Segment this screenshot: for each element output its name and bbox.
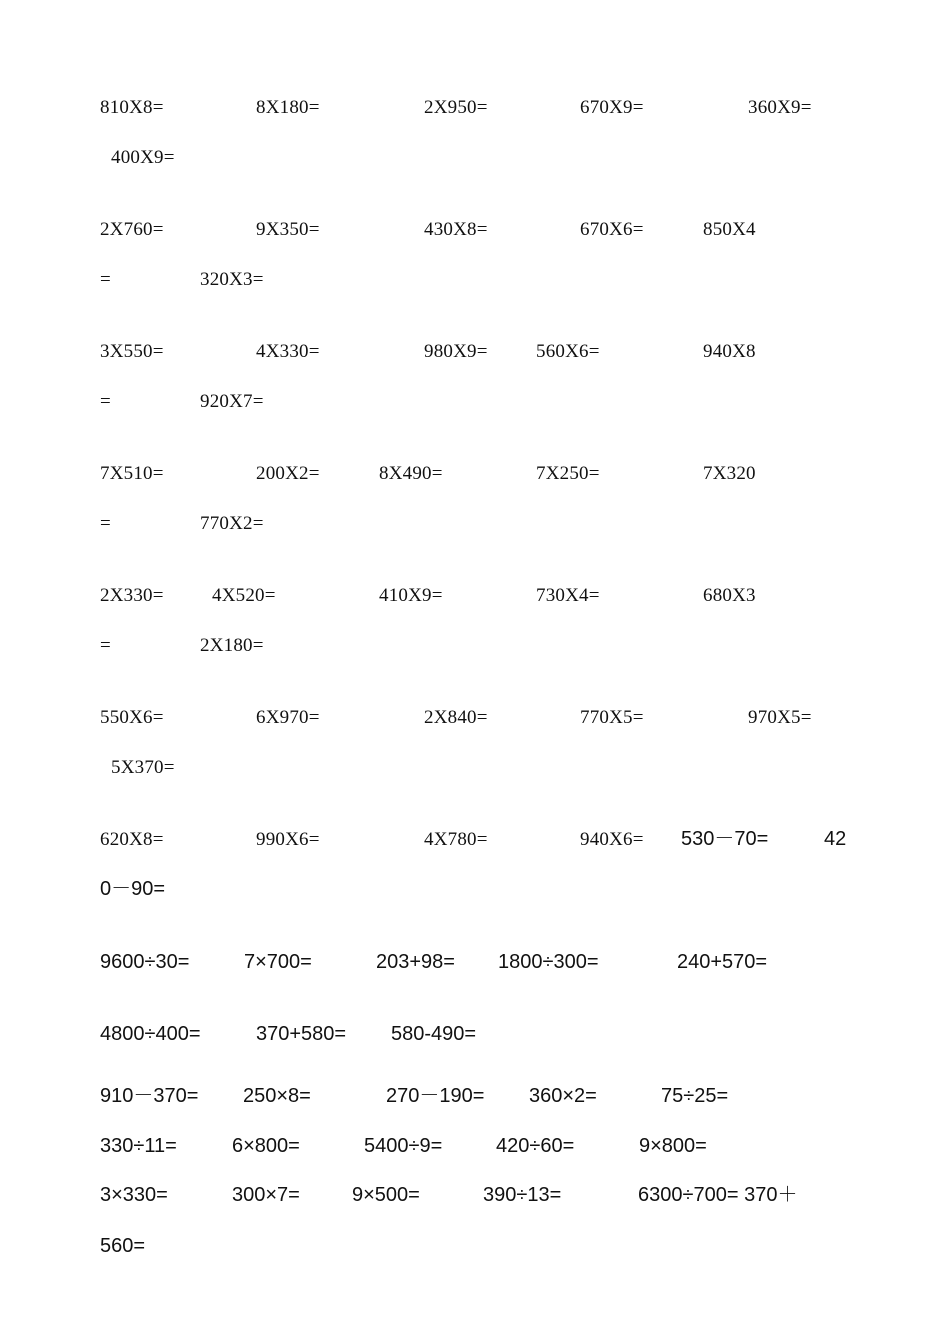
problem: 6×800= [232, 1135, 300, 1157]
problem: 200X2= [256, 463, 320, 484]
problem: 7X250= [536, 463, 600, 484]
problem: 620X8= [100, 829, 164, 850]
problem: 980X9= [424, 341, 488, 362]
problem: 670X6= [580, 219, 644, 240]
problem: 730X4= [536, 585, 600, 606]
problem: 4X520= [212, 585, 276, 606]
problem: 2X180= [200, 635, 264, 656]
problem: 2X330= [100, 585, 164, 606]
problem: 2X950= [424, 97, 488, 118]
problem: = [100, 269, 111, 290]
problem: 420÷60= [496, 1135, 575, 1157]
problem: = [100, 635, 111, 656]
problem: 360X9= [748, 97, 812, 118]
problem: 320X3= [200, 269, 264, 290]
problem: 580-490= [391, 1023, 477, 1045]
problem: 4X780= [424, 829, 488, 850]
problem: 9600÷30= [100, 951, 190, 973]
problem: 390÷13= [483, 1184, 562, 1206]
problem: = [100, 513, 111, 534]
problem: 670X9= [580, 97, 644, 118]
problem: 770X5= [580, 707, 644, 728]
problem: 3×330= [100, 1184, 168, 1206]
problem: 810X8= [100, 97, 164, 118]
problem: 250×8= [243, 1085, 311, 1107]
problem: 410X9= [379, 585, 443, 606]
problem: 7X510= [100, 463, 164, 484]
problem: 6X970= [256, 707, 320, 728]
problem: 530－70= [681, 828, 769, 850]
problem: 0－90= [100, 878, 166, 900]
problem: 430X8= [424, 219, 488, 240]
problem: 1800÷300= [498, 951, 599, 973]
problem: 7X320 [703, 463, 756, 484]
problem: 270－190= [386, 1085, 485, 1107]
problem: 940X8 [703, 341, 756, 362]
problem: 240+570= [677, 951, 768, 973]
problem: 4800÷400= [100, 1023, 201, 1045]
problem: 560= [100, 1235, 146, 1257]
problem: 360×2= [529, 1085, 597, 1107]
problem: 9×500= [352, 1184, 420, 1206]
problem: 560X6= [536, 341, 600, 362]
problem: 850X4 [703, 219, 756, 240]
problem: 970X5= [748, 707, 812, 728]
problem: 9X350= [256, 219, 320, 240]
problem: 75÷25= [661, 1085, 729, 1107]
problem: 770X2= [200, 513, 264, 534]
problem: 2X840= [424, 707, 488, 728]
problem: 42 [824, 828, 847, 850]
problem: 8X490= [379, 463, 443, 484]
problem: 680X3 [703, 585, 756, 606]
problem: 940X6= [580, 829, 644, 850]
problem: 330÷11= [100, 1135, 177, 1157]
problem: 920X7= [200, 391, 264, 412]
problem: 7×700= [244, 951, 312, 973]
problem: 5X370= [111, 757, 175, 778]
problem: 3X550= [100, 341, 164, 362]
problem: 990X6= [256, 829, 320, 850]
problem: 910－370= [100, 1085, 199, 1107]
problem: 370+580= [256, 1023, 347, 1045]
problem: = [100, 391, 111, 412]
problem: 300×7= [232, 1184, 300, 1206]
problem: 6300÷700= 370＋ [638, 1184, 798, 1206]
problem: 400X9= [111, 147, 175, 168]
problem: 8X180= [256, 97, 320, 118]
problem: 4X330= [256, 341, 320, 362]
problem: 2X760= [100, 219, 164, 240]
problem: 550X6= [100, 707, 164, 728]
problem: 9×800= [639, 1135, 707, 1157]
problem: 5400÷9= [364, 1135, 443, 1157]
problem: 203+98= [376, 951, 455, 973]
